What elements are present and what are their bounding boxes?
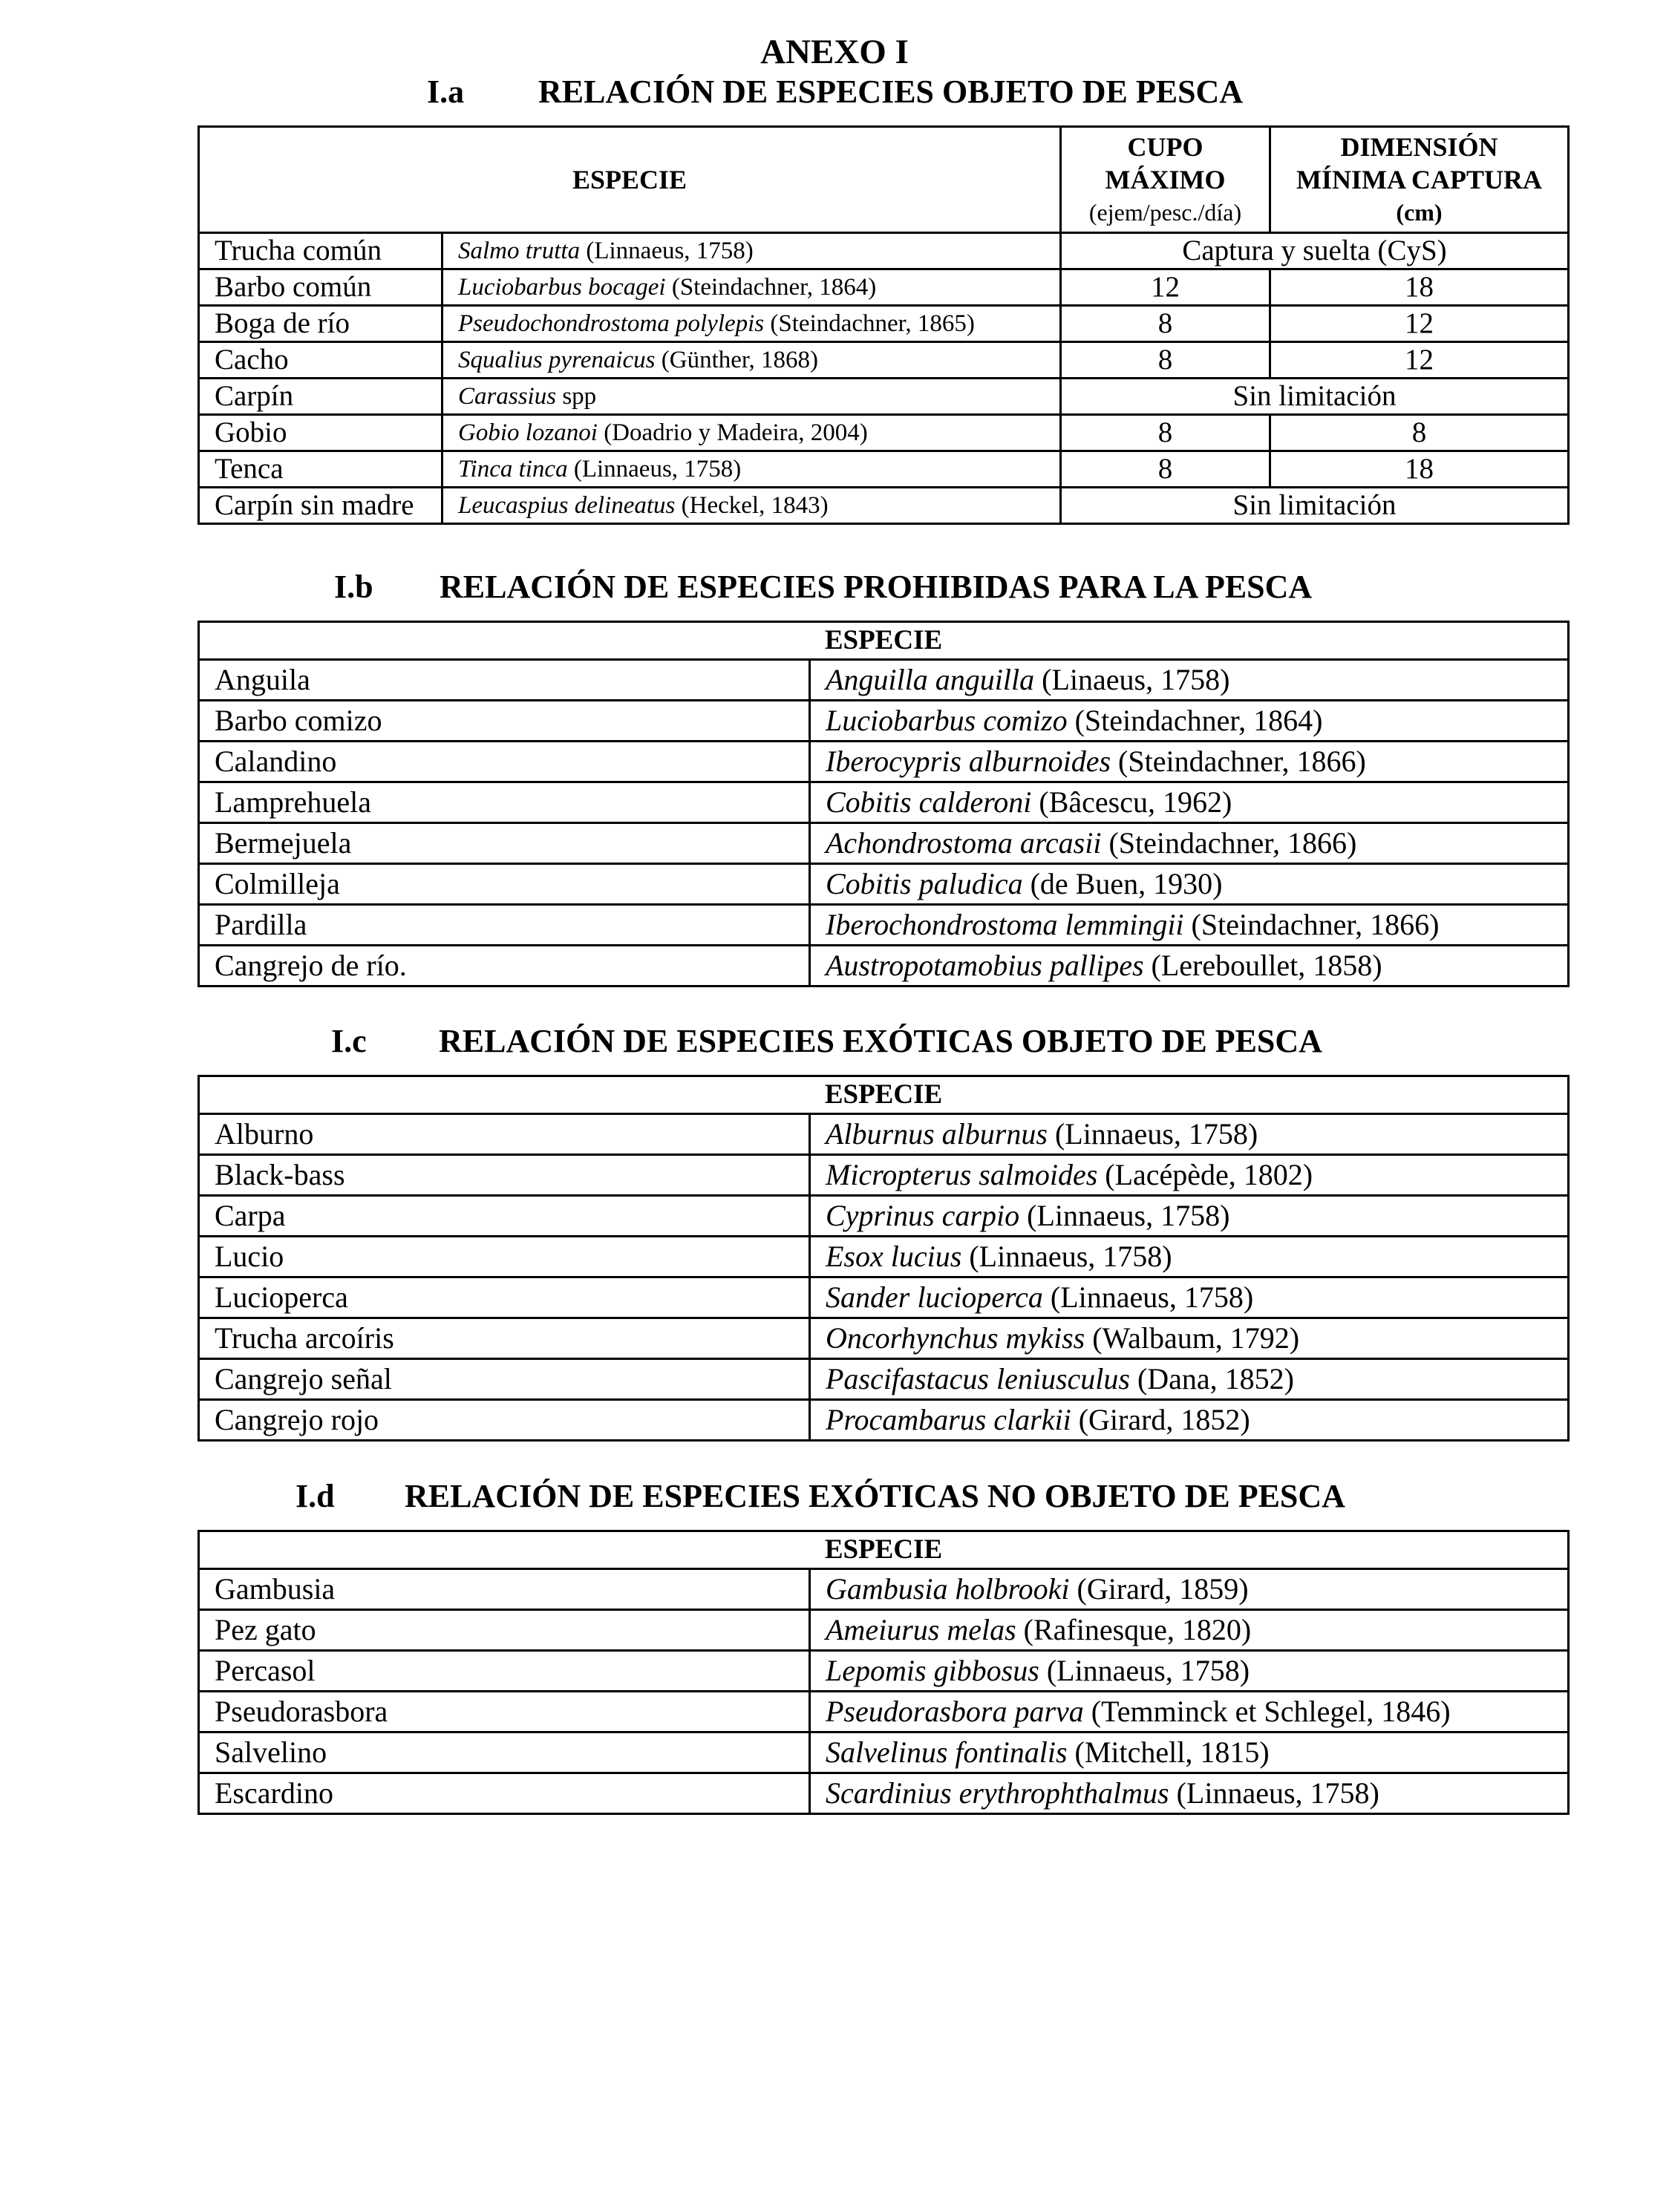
section-b-number: I.b: [334, 569, 373, 605]
table-row: [199, 379, 1569, 415]
table-row: [199, 1114, 1569, 1155]
common-name: Alburno: [199, 1114, 810, 1155]
section-c-number: I.c: [331, 1023, 367, 1059]
table-row: [199, 946, 1569, 986]
scientific-name: Cobitis paludica (de Buen, 1930): [810, 864, 1569, 905]
dimension-value: 18: [1270, 269, 1569, 306]
scientific-name: Iberocypris alburnoides (Steindachner, 1866): [810, 742, 1569, 782]
section-a-number: I.a: [427, 73, 465, 110]
table-row: [199, 782, 1569, 823]
scientific-name: Iberochondrostoma lemmingii (Steindachner, 1866): [810, 905, 1569, 946]
species-fishing-table: [197, 125, 1570, 525]
common-name: Pseudorasbora: [199, 1692, 810, 1732]
scientific-name: Luciobarbus comizo (Steindachner, 1864): [810, 701, 1569, 742]
common-name: Trucha común: [199, 233, 442, 269]
table-row: [199, 864, 1569, 905]
section-d-title: [295, 1477, 1345, 1516]
header-cupo-line2: MÁXIMO: [1105, 165, 1226, 194]
scientific-name: Tinca tinca (Linnaeus, 1758): [442, 451, 1061, 488]
common-name: Colmilleja: [199, 864, 810, 905]
scientific-name: Leucaspius delineatus (Heckel, 1843): [442, 488, 1061, 524]
scientific-name: Sander lucioperca (Linnaeus, 1758): [810, 1277, 1569, 1318]
scientific-name: Carassius spp: [442, 379, 1061, 415]
table-row: [199, 1732, 1569, 1773]
common-name: Trucha arcoíris: [199, 1318, 810, 1359]
section-c-title: [331, 1022, 1322, 1061]
table-header-row: [199, 1531, 1569, 1569]
header-cupo-line1: CUPO: [1127, 132, 1203, 162]
section-d-heading: RELACIÓN DE ESPECIES EXÓTICAS NO OBJETO DE PESCA: [405, 1478, 1345, 1514]
scientific-name: Salvelinus fontinalis (Mitchell, 1815): [810, 1732, 1569, 1773]
common-name: Cangrejo rojo: [199, 1400, 810, 1441]
table-row: [199, 269, 1569, 306]
table-row: [199, 742, 1569, 782]
common-name: Tenca: [199, 451, 442, 488]
header-cupo: [1061, 127, 1270, 233]
common-name: Gobio: [199, 415, 442, 451]
cupo-value: 8: [1061, 342, 1270, 379]
scientific-name: Oncorhynchus mykiss (Walbaum, 1792): [810, 1318, 1569, 1359]
table-row: [199, 1359, 1569, 1400]
table-row: [199, 488, 1569, 524]
header-dim-line1: DIMENSIÓN: [1340, 132, 1498, 162]
common-name: Calandino: [199, 742, 810, 782]
table-row: [199, 1651, 1569, 1692]
scientific-name: Gobio lozanoi (Doadrio y Madeira, 2004): [442, 415, 1061, 451]
table-row: [199, 1773, 1569, 1814]
dimension-value: 12: [1270, 342, 1569, 379]
header-species: ESPECIE: [199, 1531, 1569, 1569]
scientific-name: Micropterus salmoides (Lacépède, 1802): [810, 1155, 1569, 1196]
common-name: Pez gato: [199, 1610, 810, 1651]
dimension-value: 18: [1270, 451, 1569, 488]
common-name: Carpa: [199, 1196, 810, 1237]
common-name: Cangrejo señal: [199, 1359, 810, 1400]
scientific-name: Salmo trutta (Linnaeus, 1758): [442, 233, 1061, 269]
table-row: [199, 1237, 1569, 1277]
section-a-heading: RELACIÓN DE ESPECIES OBJETO DE PESCA: [538, 73, 1244, 110]
common-name: Lucio: [199, 1237, 810, 1277]
prohibited-species-table: [197, 621, 1570, 987]
scientific-name: Procambarus clarkii (Girard, 1852): [810, 1400, 1569, 1441]
section-b-title: [334, 568, 1312, 606]
table-row: [199, 701, 1569, 742]
section-c-heading: RELACIÓN DE ESPECIES EXÓTICAS OBJETO DE PESCA: [439, 1023, 1322, 1059]
merged-value: Sin limitación: [1061, 379, 1569, 415]
dimension-value: 8: [1270, 415, 1569, 451]
common-name: Percasol: [199, 1651, 810, 1692]
cupo-value: 8: [1061, 451, 1270, 488]
annex-title: ANEXO I: [760, 33, 909, 71]
header-species: ESPECIE: [199, 622, 1569, 660]
common-name: Lucioperca: [199, 1277, 810, 1318]
common-name: Carpín sin madre: [199, 488, 442, 524]
table-header-row: [199, 1076, 1569, 1114]
section-b-heading: RELACIÓN DE ESPECIES PROHIBIDAS PARA LA PESCA: [440, 569, 1313, 605]
table-row: [199, 1196, 1569, 1237]
common-name: Pardilla: [199, 905, 810, 946]
header-dimension: [1270, 127, 1569, 233]
header-dim-unit: (cm): [1396, 199, 1443, 226]
scientific-name: Alburnus alburnus (Linnaeus, 1758): [810, 1114, 1569, 1155]
table-row: [199, 1155, 1569, 1196]
scientific-name: Pseudorasbora parva (Temminck et Schlegel, 1846): [810, 1692, 1569, 1732]
table-row: [199, 1277, 1569, 1318]
exotic-fishing-species-table: [197, 1075, 1570, 1442]
table-row: [199, 451, 1569, 488]
exotic-non-fishing-species-table: [197, 1530, 1570, 1815]
table-row: [199, 1400, 1569, 1441]
common-name: Anguila: [199, 660, 810, 701]
merged-value: Sin limitación: [1061, 488, 1569, 524]
table-row: [199, 1569, 1569, 1610]
common-name: Boga de río: [199, 306, 442, 342]
common-name: Cacho: [199, 342, 442, 379]
cupo-value: 12: [1061, 269, 1270, 306]
dimension-value: 12: [1270, 306, 1569, 342]
scientific-name: Pascifastacus leniusculus (Dana, 1852): [810, 1359, 1569, 1400]
header-dim-line2: MÍNIMA CAPTURA: [1296, 165, 1542, 194]
common-name: Lamprehuela: [199, 782, 810, 823]
scientific-name: Ameiurus melas (Rafinesque, 1820): [810, 1610, 1569, 1651]
header-species: ESPECIE: [199, 127, 1061, 233]
common-name: Cangrejo de río.: [199, 946, 810, 986]
header-species: ESPECIE: [199, 1076, 1569, 1114]
scientific-name: Luciobarbus bocagei (Steindachner, 1864): [442, 269, 1061, 306]
table-header-row: [199, 127, 1569, 233]
common-name: Black-bass: [199, 1155, 810, 1196]
section-d-number: I.d: [295, 1478, 335, 1514]
section-a-title: [427, 73, 1243, 111]
scientific-name: Pseudochondrostoma polylepis (Steindachner, 1865): [442, 306, 1061, 342]
table-row: [199, 1692, 1569, 1732]
merged-value: Captura y suelta (CyS): [1061, 233, 1569, 269]
common-name: Carpín: [199, 379, 442, 415]
table-row: [199, 306, 1569, 342]
table-header-row: [199, 622, 1569, 660]
table-row: [199, 342, 1569, 379]
scientific-name: Achondrostoma arcasii (Steindachner, 1866): [810, 823, 1569, 864]
table-row: [199, 233, 1569, 269]
table-row: [199, 1610, 1569, 1651]
scientific-name: Cyprinus carpio (Linnaeus, 1758): [810, 1196, 1569, 1237]
table-row: [199, 823, 1569, 864]
common-name: Gambusia: [199, 1569, 810, 1610]
table-row: [199, 1318, 1569, 1359]
common-name: Salvelino: [199, 1732, 810, 1773]
scientific-name: Esox lucius (Linnaeus, 1758): [810, 1237, 1569, 1277]
scientific-name: Lepomis gibbosus (Linnaeus, 1758): [810, 1651, 1569, 1692]
scientific-name: Cobitis calderoni (Bâcescu, 1962): [810, 782, 1569, 823]
scientific-name: Gambusia holbrooki (Girard, 1859): [810, 1569, 1569, 1610]
common-name: Barbo común: [199, 269, 442, 306]
cupo-value: 8: [1061, 415, 1270, 451]
cupo-value: 8: [1061, 306, 1270, 342]
common-name: Escardino: [199, 1773, 810, 1814]
table-row: [199, 905, 1569, 946]
scientific-name: Anguilla anguilla (Linaeus, 1758): [810, 660, 1569, 701]
scientific-name: Scardinius erythrophthalmus (Linnaeus, 1758): [810, 1773, 1569, 1814]
table-row: [199, 415, 1569, 451]
scientific-name: Austropotamobius pallipes (Lereboullet, 1858): [810, 946, 1569, 986]
common-name: Bermejuela: [199, 823, 810, 864]
header-cupo-unit: (ejem/pesc./día): [1088, 199, 1242, 226]
table-row: [199, 660, 1569, 701]
scientific-name: Squalius pyrenaicus (Günther, 1868): [442, 342, 1061, 379]
common-name: Barbo comizo: [199, 701, 810, 742]
